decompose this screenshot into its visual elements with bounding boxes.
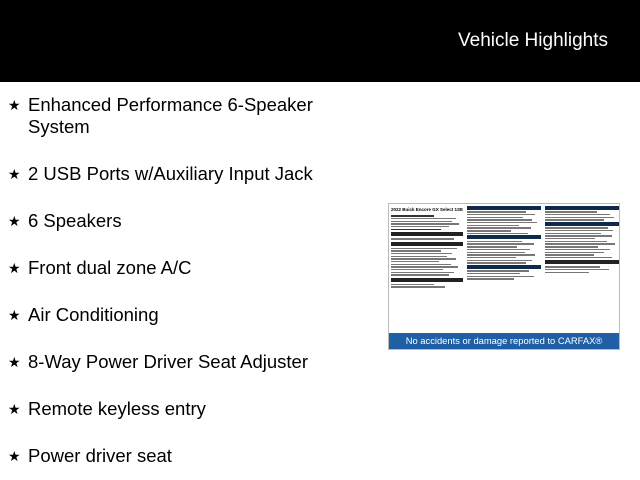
page-title: Vehicle Highlights	[458, 30, 608, 51]
star-bullet-icon: ★	[8, 166, 21, 182]
feature-text: Power driver seat	[28, 445, 172, 466]
header-bar	[0, 0, 640, 82]
feature-item	[8, 304, 348, 326]
window-sticker-content	[389, 204, 620, 335]
star-bullet-icon: ★	[8, 307, 21, 323]
sticker-title: 2022 Buick Encore GX Select 1SE	[391, 207, 464, 212]
feature-item	[8, 210, 348, 232]
feature-item	[8, 94, 348, 138]
sticker-column-middle	[467, 206, 541, 281]
feature-text: Front dual zone A/C	[28, 257, 192, 278]
feature-text: 6 Speakers	[28, 210, 122, 231]
feature-item	[8, 163, 348, 185]
star-bullet-icon: ★	[8, 213, 21, 229]
feature-item	[8, 445, 348, 467]
star-bullet-icon: ★	[8, 97, 21, 113]
feature-text: 2 USB Ports w/Auxiliary Input Jack	[28, 163, 313, 184]
feature-text: Air Conditioning	[28, 304, 159, 325]
feature-text: Remote keyless entry	[28, 398, 206, 419]
sticker-column-left	[391, 214, 463, 289]
window-sticker-image[interactable]	[388, 203, 620, 350]
sticker-column-right	[545, 206, 619, 274]
star-bullet-icon: ★	[8, 354, 21, 370]
feature-item	[8, 351, 348, 373]
feature-item	[8, 398, 348, 420]
star-bullet-icon: ★	[8, 260, 21, 276]
star-bullet-icon: ★	[8, 401, 21, 417]
feature-text: Enhanced Performance 6-Speaker System	[28, 94, 313, 137]
feature-item	[8, 257, 348, 279]
star-bullet-icon: ★	[8, 448, 21, 464]
feature-text: 8-Way Power Driver Seat Adjuster	[28, 351, 308, 372]
carfax-banner: No accidents or damage reported to CARFAX®	[389, 333, 619, 349]
